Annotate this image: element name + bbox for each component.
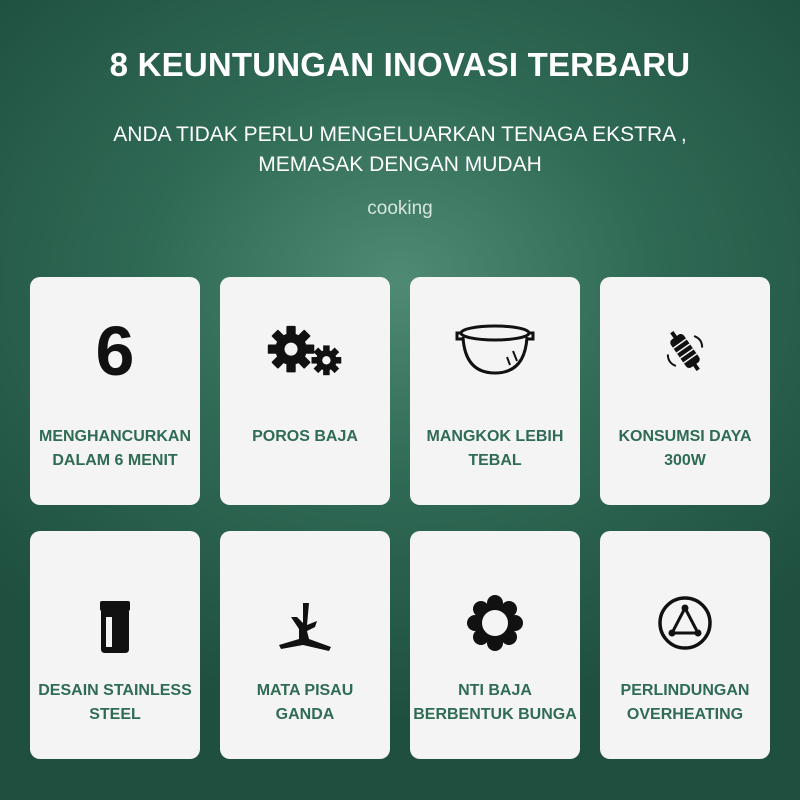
subtitle-line-2: MEMASAK DENGAN MUDAH	[258, 153, 542, 176]
feature-label-line-2: STEEL	[89, 706, 141, 723]
feature-grid	[30, 277, 770, 759]
feature-label-line-1: MANGKOK LEBIH	[426, 428, 564, 445]
feature-label	[410, 679, 580, 727]
feature-label-line-2: 300W	[664, 452, 706, 469]
feature-card-power	[600, 277, 770, 505]
feature-label	[220, 425, 390, 449]
feature-card-crush-6-min	[30, 277, 200, 505]
feature-label-line-2: BERBENTUK BUNGA	[413, 706, 577, 723]
overheat-protection-icon	[645, 583, 725, 663]
tag-text: cooking	[367, 198, 433, 219]
feature-card-steel-shaft	[220, 277, 390, 505]
feature-label	[600, 425, 770, 473]
feature-card-thick-bowl	[410, 277, 580, 505]
feature-label-line-1: PERLINDUNGAN	[620, 682, 750, 699]
gears-icon	[265, 311, 345, 391]
feature-label-line-2: TEBAL	[468, 452, 522, 469]
subtitle	[0, 120, 800, 180]
feature-label-line-1: MENGHANCURKAN	[39, 428, 191, 445]
feature-label	[30, 679, 200, 727]
subtitle-line-1: ANDA TIDAK PERLU MENGELUARKAN TENAGA EKSTRA ,	[113, 123, 687, 146]
page-title: 8 KEUNTUNGAN INOVASI TERBARU	[109, 46, 691, 83]
feature-label-line-2: DALAM 6 MENIT	[52, 452, 178, 469]
feature-card-flower-nut	[410, 531, 580, 759]
feature-label-line-1: KONSUMSI DAYA	[618, 428, 752, 445]
bowl-icon	[455, 311, 535, 391]
double-blade-icon	[265, 587, 345, 667]
feature-label	[410, 425, 580, 473]
feature-card-double-blade	[220, 531, 390, 759]
feature-label	[600, 679, 770, 727]
feature-label	[220, 679, 390, 727]
motor-icon	[645, 311, 725, 391]
feature-label-line-2: GANDA	[275, 706, 335, 723]
feature-label-line-1: DESAIN STAINLESS	[38, 682, 192, 699]
stainless-cup-icon	[75, 587, 155, 667]
feature-label	[30, 425, 200, 473]
feature-label-line-1: NTI BAJA	[458, 682, 532, 699]
feature-card-stainless	[30, 531, 200, 759]
feature-card-overheating	[600, 531, 770, 759]
feature-label-line-1: POROS BAJA	[252, 428, 358, 445]
feature-label-line-1: MATA PISAU	[256, 682, 354, 699]
flower-nut-icon	[455, 583, 535, 663]
feature-label-line-2: OVERHEATING	[626, 706, 744, 723]
six-glyph: 6	[95, 312, 135, 390]
number-six-icon	[75, 311, 155, 391]
